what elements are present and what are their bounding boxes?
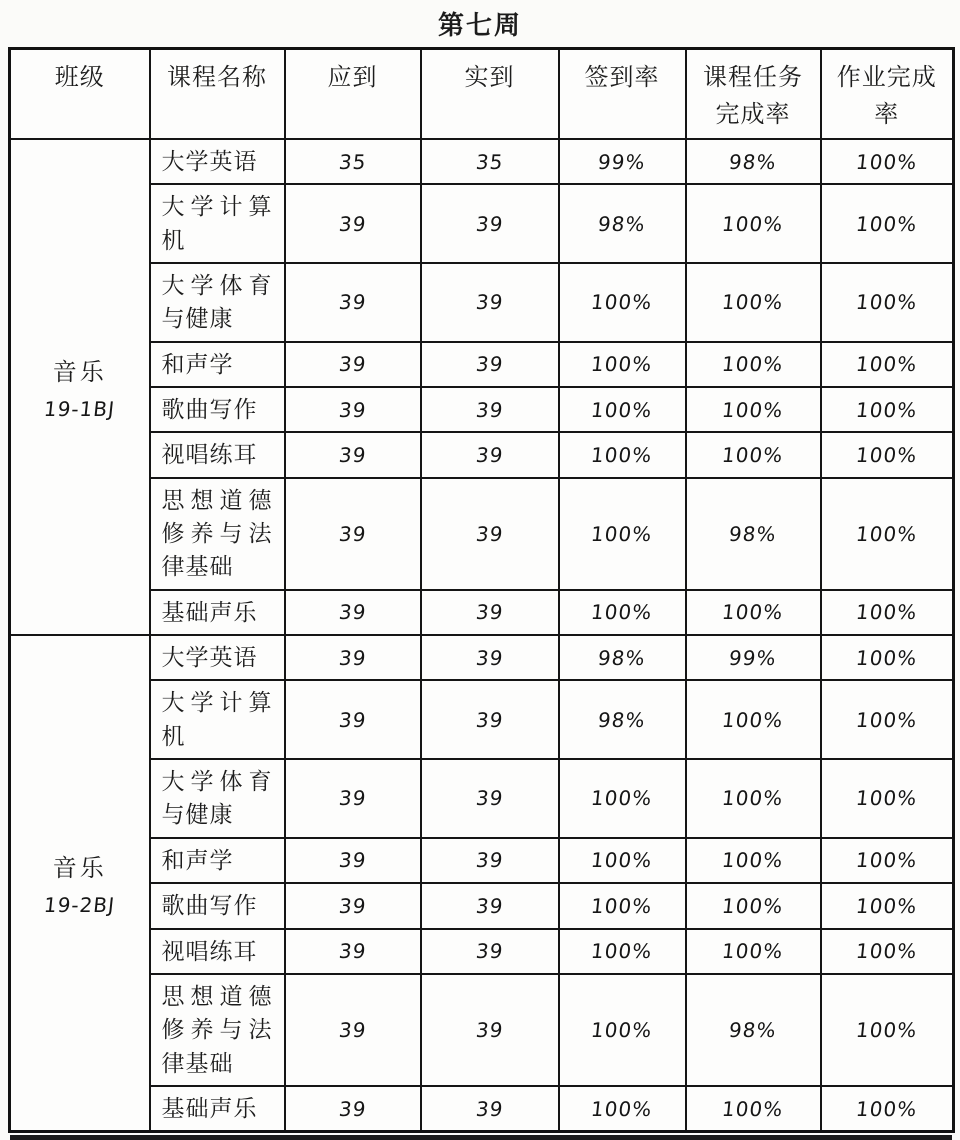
homework-rate-cell [821, 478, 954, 590]
expected-cell-value: 39 [337, 645, 368, 670]
col-header-actual: 实到 [421, 48, 559, 139]
sign-rate-cell [559, 387, 686, 432]
table-row [10, 759, 954, 838]
actual-cell [421, 1086, 559, 1132]
course-name-cell: 歌曲写作 [150, 883, 285, 928]
homework-rate-cell-value: 100% [854, 1017, 919, 1042]
expected-cell-value: 39 [337, 939, 368, 964]
homework-rate-cell-value: 100% [854, 786, 919, 811]
table-row [10, 478, 954, 590]
homework-rate-cell [821, 929, 954, 974]
course-name-cell: 思想道德修养与法律基础 [150, 478, 285, 590]
task-rate-cell-value: 100% [721, 848, 785, 873]
course-name-cell: 大学计算机 [150, 680, 285, 759]
class-code [15, 397, 145, 422]
homework-rate-cell [821, 184, 954, 263]
course-name-cell: 歌曲写作 [150, 387, 285, 432]
col-header-course: 课程名称 [150, 48, 285, 139]
class-code [15, 893, 145, 918]
actual-cell-value: 39 [474, 786, 505, 811]
expected-cell [285, 263, 421, 342]
table-row [10, 590, 954, 635]
sign-rate-cell-value: 100% [590, 600, 654, 625]
actual-cell [421, 342, 559, 387]
homework-rate-cell-value: 100% [854, 149, 919, 174]
task-rate-cell-value: 100% [721, 352, 785, 377]
expected-cell-value: 39 [337, 211, 368, 236]
homework-rate-cell-value: 100% [854, 939, 919, 964]
table-row [10, 432, 954, 477]
table-row [10, 838, 954, 883]
sign-rate-cell-value: 100% [590, 521, 654, 546]
expected-cell-value: 39 [337, 786, 368, 811]
expected-cell [285, 478, 421, 590]
actual-cell [421, 387, 559, 432]
actual-cell-value: 39 [474, 939, 505, 964]
sign-rate-cell-value: 98% [597, 211, 647, 236]
homework-rate-cell-value: 100% [854, 1096, 919, 1121]
task-rate-cell [686, 635, 821, 680]
task-rate-cell-value: 100% [721, 211, 785, 236]
actual-cell-value: 39 [474, 707, 505, 732]
task-rate-cell [686, 139, 821, 184]
expected-cell [285, 635, 421, 680]
col-header-sign-rate: 签到率 [559, 48, 686, 139]
homework-rate-cell-value: 100% [854, 645, 919, 670]
task-rate-cell [686, 387, 821, 432]
header-row [10, 48, 954, 139]
expected-cell-value: 39 [337, 443, 368, 468]
homework-rate-cell [821, 974, 954, 1086]
task-rate-cell [686, 342, 821, 387]
homework-rate-cell [821, 263, 954, 342]
homework-rate-cell [821, 387, 954, 432]
class-name: 音乐 [52, 856, 107, 883]
task-rate-cell [686, 759, 821, 838]
table-row [10, 929, 954, 974]
homework-rate-cell-value: 100% [854, 211, 919, 236]
table-row [10, 263, 954, 342]
sign-rate-cell [559, 139, 686, 184]
actual-cell [421, 478, 559, 590]
sign-rate-cell-value: 100% [590, 1017, 654, 1042]
table-header [10, 48, 954, 139]
homework-rate-cell-value: 100% [854, 848, 919, 873]
task-rate-cell [686, 263, 821, 342]
sign-rate-cell [559, 478, 686, 590]
homework-rate-cell [821, 883, 954, 928]
task-rate-cell [686, 680, 821, 759]
sign-rate-cell [559, 635, 686, 680]
task-rate-cell-value: 100% [721, 786, 785, 811]
expected-cell-value: 39 [337, 600, 368, 625]
expected-cell-value: 39 [337, 1096, 368, 1121]
actual-cell-value: 39 [474, 893, 505, 918]
sign-rate-cell [559, 432, 686, 477]
homework-rate-cell [821, 590, 954, 635]
actual-cell [421, 838, 559, 883]
table-row [10, 342, 954, 387]
task-rate-cell [686, 929, 821, 974]
page-title: 第七周 [437, 11, 522, 40]
task-rate-cell [686, 478, 821, 590]
actual-cell-value: 39 [474, 645, 505, 670]
sign-rate-cell [559, 838, 686, 883]
class-cell [10, 635, 150, 1132]
course-name-cell: 大学英语 [150, 635, 285, 680]
expected-cell [285, 883, 421, 928]
sign-rate-cell-value: 100% [590, 1096, 654, 1121]
expected-cell-value: 39 [337, 707, 368, 732]
actual-cell [421, 883, 559, 928]
actual-cell [421, 759, 559, 838]
expected-cell-value: 39 [337, 1017, 368, 1042]
task-rate-cell-value: 100% [721, 893, 785, 918]
task-rate-cell-value: 98% [728, 521, 778, 546]
col-header-homework-rate: 作业完成率 [821, 48, 954, 139]
table-row [10, 139, 954, 184]
expected-cell [285, 838, 421, 883]
sign-rate-cell [559, 680, 686, 759]
homework-rate-cell-value: 100% [854, 397, 919, 422]
task-rate-cell-value: 98% [728, 1017, 778, 1042]
sign-rate-cell-value: 98% [597, 707, 647, 732]
task-rate-cell [686, 974, 821, 1086]
task-rate-cell [686, 838, 821, 883]
expected-cell-value: 35 [337, 149, 368, 174]
course-name-cell: 视唱练耳 [150, 432, 285, 477]
class-name: 音乐 [52, 360, 107, 387]
table-row [10, 635, 954, 680]
actual-cell-value: 39 [474, 443, 505, 468]
table-row [10, 1086, 954, 1132]
actual-cell-value: 39 [474, 600, 505, 625]
actual-cell [421, 263, 559, 342]
course-name-cell: 和声学 [150, 838, 285, 883]
expected-cell [285, 590, 421, 635]
expected-cell [285, 139, 421, 184]
bottom-rule [10, 1135, 952, 1140]
homework-rate-cell-value: 100% [854, 290, 919, 315]
task-rate-cell-value: 100% [721, 1096, 785, 1121]
course-name-cell: 大学体育与健康 [150, 263, 285, 342]
task-rate-cell-value: 100% [721, 290, 785, 315]
task-rate-cell [686, 184, 821, 263]
sign-rate-cell [559, 184, 686, 263]
course-name-cell: 大学计算机 [150, 184, 285, 263]
homework-rate-cell-value: 100% [854, 443, 919, 468]
task-rate-cell-value: 99% [728, 645, 778, 670]
expected-cell-value: 39 [337, 290, 368, 315]
homework-rate-cell [821, 432, 954, 477]
expected-cell [285, 184, 421, 263]
sign-rate-cell-value: 100% [590, 290, 654, 315]
homework-rate-cell-value: 100% [854, 893, 919, 918]
homework-rate-cell [821, 838, 954, 883]
homework-rate-cell-value: 100% [854, 521, 919, 546]
homework-rate-cell [821, 342, 954, 387]
actual-cell-value: 39 [474, 1017, 505, 1042]
table-row [10, 387, 954, 432]
task-rate-cell [686, 1086, 821, 1132]
course-name-cell: 基础声乐 [150, 590, 285, 635]
sign-rate-cell-value: 99% [597, 149, 647, 174]
actual-cell-value: 39 [474, 848, 505, 873]
course-name-cell: 大学体育与健康 [150, 759, 285, 838]
homework-rate-cell [821, 635, 954, 680]
col-header-class: 班级 [10, 48, 150, 139]
col-header-task-rate: 课程任务完成率 [686, 48, 821, 139]
course-name-cell: 视唱练耳 [150, 929, 285, 974]
sign-rate-cell-value: 100% [590, 443, 654, 468]
actual-cell [421, 680, 559, 759]
homework-rate-cell [821, 680, 954, 759]
expected-cell [285, 432, 421, 477]
actual-cell [421, 974, 559, 1086]
homework-rate-cell-value: 100% [854, 600, 919, 625]
sign-rate-cell [559, 1086, 686, 1132]
sign-rate-cell [559, 929, 686, 974]
actual-cell [421, 139, 559, 184]
actual-cell [421, 929, 559, 974]
attendance-table [8, 47, 955, 1134]
sign-rate-cell-value: 100% [590, 893, 654, 918]
actual-cell-value: 35 [474, 149, 505, 174]
expected-cell [285, 974, 421, 1086]
actual-cell-value: 39 [474, 1096, 505, 1121]
sign-rate-cell [559, 342, 686, 387]
task-rate-cell-value: 98% [728, 149, 778, 174]
task-rate-cell [686, 590, 821, 635]
expected-cell [285, 387, 421, 432]
task-rate-cell-value: 100% [721, 707, 785, 732]
sign-rate-cell-value: 100% [590, 786, 654, 811]
task-rate-cell [686, 432, 821, 477]
table-body [10, 139, 954, 1132]
sign-rate-cell [559, 883, 686, 928]
sign-rate-cell [559, 974, 686, 1086]
course-name-cell: 基础声乐 [150, 1086, 285, 1132]
table-row [10, 680, 954, 759]
col-header-expected: 应到 [285, 48, 421, 139]
expected-cell-value: 39 [337, 521, 368, 546]
actual-cell [421, 184, 559, 263]
homework-rate-cell-value: 100% [854, 707, 919, 732]
expected-cell [285, 680, 421, 759]
sign-rate-cell-value: 100% [590, 352, 654, 377]
expected-cell [285, 929, 421, 974]
expected-cell-value: 39 [337, 893, 368, 918]
sign-rate-cell [559, 590, 686, 635]
table-row [10, 883, 954, 928]
task-rate-cell-value: 100% [721, 443, 785, 468]
class-cell [10, 139, 150, 635]
sign-rate-cell-value: 100% [590, 848, 654, 873]
table-row [10, 974, 954, 1086]
course-name-cell: 思想道德修养与法律基础 [150, 974, 285, 1086]
homework-rate-cell [821, 1086, 954, 1132]
actual-cell-value: 39 [474, 290, 505, 315]
course-name-cell: 和声学 [150, 342, 285, 387]
task-rate-cell-value: 100% [721, 939, 785, 964]
homework-rate-cell [821, 139, 954, 184]
expected-cell [285, 1086, 421, 1132]
course-name-cell: 大学英语 [150, 139, 285, 184]
homework-rate-cell-value: 100% [854, 352, 919, 377]
class-code-text: 19-2BJ [42, 893, 117, 918]
actual-cell-value: 39 [474, 352, 505, 377]
expected-cell-value: 39 [337, 397, 368, 422]
sign-rate-cell [559, 759, 686, 838]
actual-cell-value: 39 [474, 211, 505, 236]
actual-cell [421, 432, 559, 477]
actual-cell-value: 39 [474, 521, 505, 546]
task-rate-cell-value: 100% [721, 600, 785, 625]
actual-cell-value: 39 [474, 397, 505, 422]
expected-cell [285, 759, 421, 838]
expected-cell-value: 39 [337, 848, 368, 873]
sign-rate-cell-value: 98% [597, 645, 647, 670]
actual-cell [421, 635, 559, 680]
sign-rate-cell-value: 100% [590, 939, 654, 964]
homework-rate-cell [821, 759, 954, 838]
sign-rate-cell-value: 100% [590, 397, 654, 422]
expected-cell [285, 342, 421, 387]
actual-cell [421, 590, 559, 635]
table-row [10, 184, 954, 263]
sign-rate-cell [559, 263, 686, 342]
task-rate-cell [686, 883, 821, 928]
expected-cell-value: 39 [337, 352, 368, 377]
class-code-text: 19-1BJ [42, 397, 117, 422]
task-rate-cell-value: 100% [721, 397, 785, 422]
